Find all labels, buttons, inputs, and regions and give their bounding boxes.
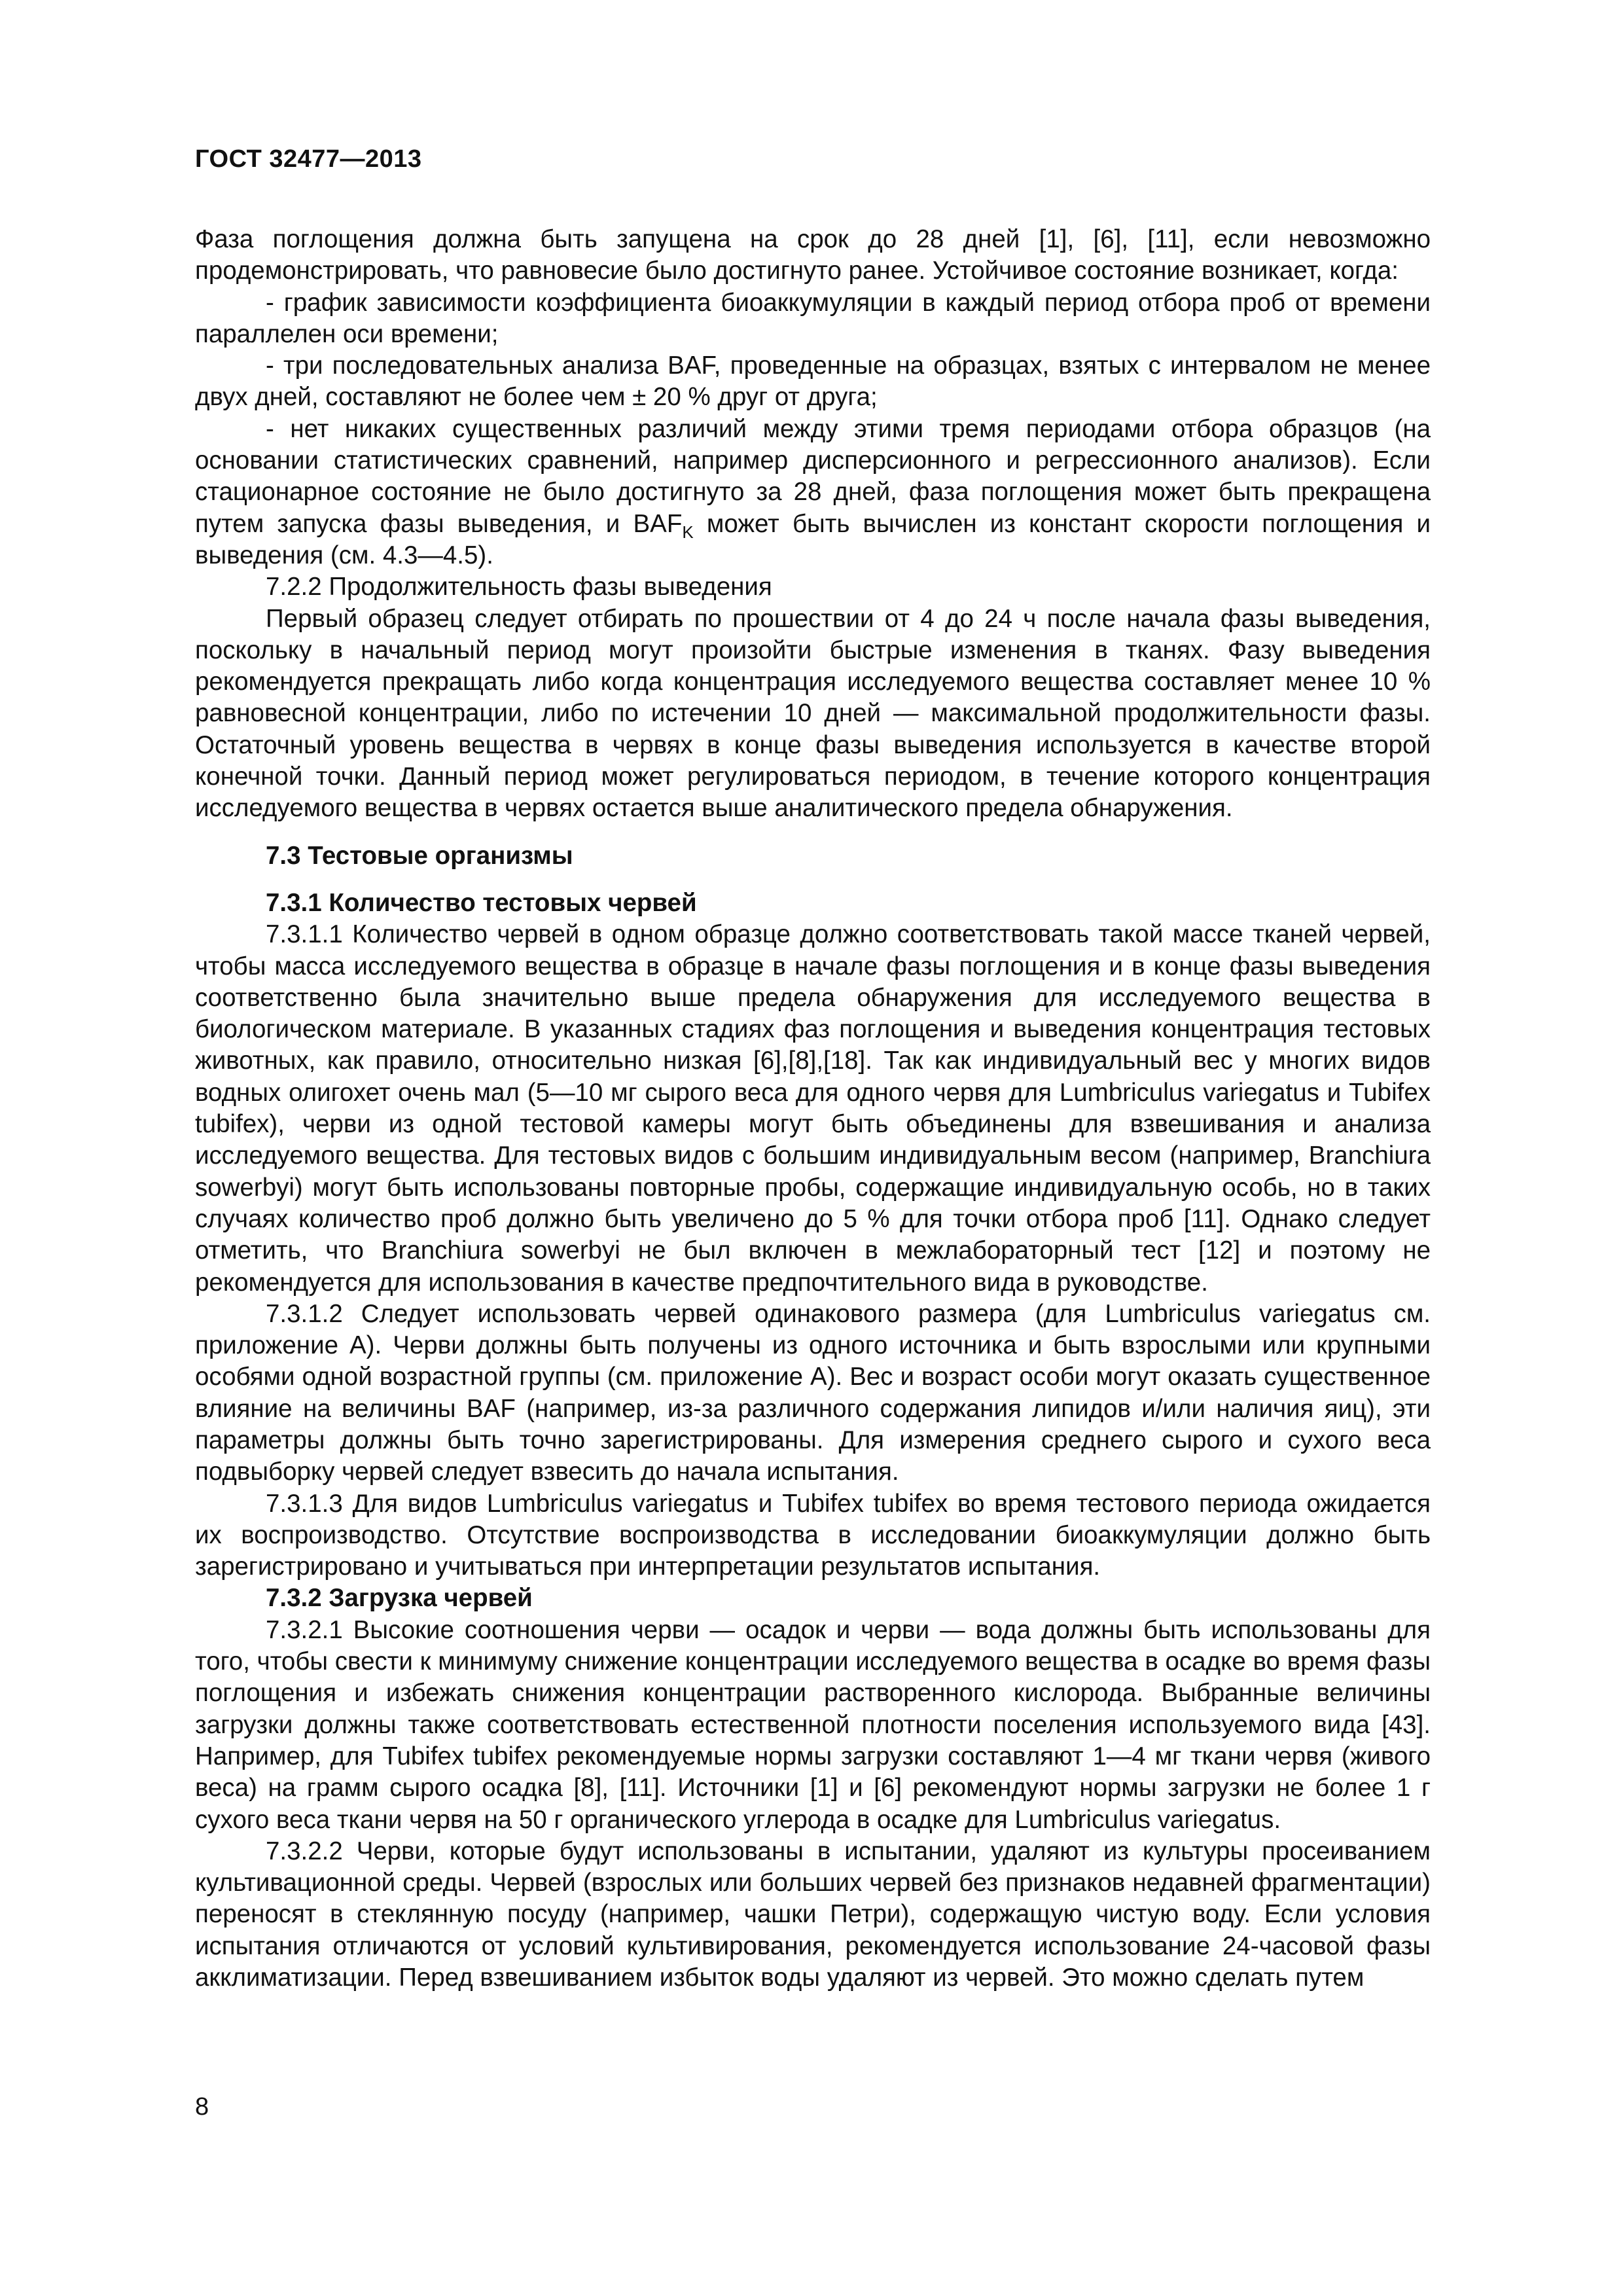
document-header: ГОСТ 32477—2013 <box>195 145 422 173</box>
section-heading-7-3: 7.3 Тестовые организмы <box>266 841 573 870</box>
paragraph-text: может быть вычислен из констант скорости поглощения и выведения (см. 4.3—4.5). <box>195 509 1431 569</box>
section-heading-7-2-2: 7.2.2 Продолжительность фазы выведения <box>266 573 772 601</box>
section-heading-7-3-1: 7.3.1 Количество тестовых червей <box>266 888 697 917</box>
page-number: 8 <box>195 2093 209 2121</box>
paragraph-7-3-2-1: 7.3.2.1 Высокие соотношения черви — осадок и черви — вода должны быть использованы для того, чтобы свести к минимуму снижение концентрации исследуемого вещества в осадке во время фазы поглощения и избежать снижения концентрации растворенного кислорода. Выбранные величины загрузки должны также соответствовать естественной плотности поселения используемого вида [43]. Например, для Tubifex tubifex рекомендуемые нормы загрузки составляют 1—4 мг ткани червя (живого веса) на грамм сырого осадка [8], [11]. Источники [1] и [6] рекомендуют нормы загрузки не более 1 г сухого веса ткани червя на 50 г органического углерода в осадке для Lumbriculus variegatus. <box>195 1615 1431 1834</box>
paragraph-7-3-2-2: 7.3.2.2 Черви, которые будут использованы в испытании, удаляют из культуры просеиванием культивационной среды. Червей (взрослых или больших червей без признаков недавней фрагментации) переносят в стеклянную посуду (например, чашки Петри), содержащую чистую воду. Если условия испытания отличаются от условий культивирования, рекомендуется использование 24-часовой фазы акклиматизации. Перед взвешиванием избыток воды удаляют из червей. Это можно сделать путем <box>195 1837 1431 1992</box>
list-item-baf-plot: - график зависимости коэффициента биоаккумуляции в каждый период отбора проб от времени параллелен оси времени; <box>195 288 1431 348</box>
paragraph-text: - нет никаких существенных различий между этими тремя периодами отбора образцов (на основании статистических сравнений, например дисперсионного и регрессионного анализов). Если стационарное состояние не было достигнуто за 28 дней, фаза поглощения может быть прекращена путем запуска фазы выведения, и BAF <box>195 414 1431 538</box>
paragraph-elimination-phase: Первый образец следует отбирать по прошествии от 4 до 24 ч после начала фазы выведения, поскольку в начальный период могут произойти быстрые изменения в тканях. Фазу выведения рекомендуется прекращать либо когда концентрация исследуемого вещества составляет менее 10 % равновесной концентрации, либо по истечении 10 дней — максимальной продолжительности фазы. Остаточный уровень вещества в червях в конце фазы выведения используется в качестве второй конечной точки. Данный период может регулироваться периодом, в течение которого концентрация исследуемого вещества в червях остается выше аналитического предела обнаружения. <box>195 604 1431 823</box>
paragraph-7-3-1-2: 7.3.1.2 Следует использовать червей одинакового размера (для Lumbriculus variegatus см. приложение А). Черви должны быть получены из одного источника и быть взрослыми или крупными особями одной возрастной группы (см. приложение А). Вес и возраст особи могут оказать существенное влияние на величины BAF (например, из-за различного содержания липидов и/или наличия яиц), эти параметры должны быть точно зарегистрированы. Для измерения среднего сырого и сухого веса подвыборку червей следует взвесить до начала испытания. <box>195 1299 1431 1486</box>
list-item-no-differences <box>195 414 1431 571</box>
paragraph-7-3-1-3: 7.3.1.3 Для видов Lumbriculus variegatus и Tubifex tubifex во время тестового периода ожидается их воспроизводство. Отсутствие воспроизводства в исследовании биоаккумуляции должно быть зарегистрировано и учитываться при интерпретации результатов испытания. <box>195 1489 1431 1581</box>
subscript-k: K <box>682 522 694 542</box>
document-body <box>195 224 1431 1994</box>
paragraph-7-3-1-1: 7.3.1.1 Количество червей в одном образце должно соответствовать такой массе тканей червей, чтобы масса исследуемого вещества в образце в начале фазы поглощения и в конце фазы выведения соответственно была значительно выше предела обнаружения для исследуемого вещества в биологическом материале. В указанных стадиях фаз поглощения и выведения концентрация тестовых животных, как правило, относительно низкая [6],[8],[18]. Так как индивидуальный вес у многих видов водных олигохет очень мал (5—10 мг сырого веса для одного червя для Lumbriculus variegatus и Tubifex tubifex), черви из одной тестовой камеры могут быть объединены для взвешивания и анализа исследуемого вещества. Для тестовых видов с большим индивидуальным весом (например, Branchiura sowerbyi) могут быть использованы повторные пробы, содержащие индивидуальную особь, но в таких случаях количество проб должно быть увеличено до 5 % для точки отбора проб [11]. Однако следует отметить, что Branchiura sowerbyi не был включен в межлабораторный тест [12] и поэтому не рекомендуется для использования в качестве предпочтительного вида в руководстве. <box>195 920 1431 1297</box>
paragraph-uptake-duration: Фаза поглощения должна быть запущена на срок до 28 дней [1], [6], [11], если невозможно продемонстрировать, что равновесие было достигнуто ранее. Устойчивое состояние возникает, когда: <box>195 225 1431 285</box>
section-heading-7-3-2: 7.3.2 Загрузка червей <box>266 1584 533 1613</box>
list-item-three-analyses: - три последовательных анализа BAF, проведенные на образцах, взятых с интервалом не менее двух дней, составляют не более чем ± 20 % друг от друга; <box>195 351 1431 412</box>
